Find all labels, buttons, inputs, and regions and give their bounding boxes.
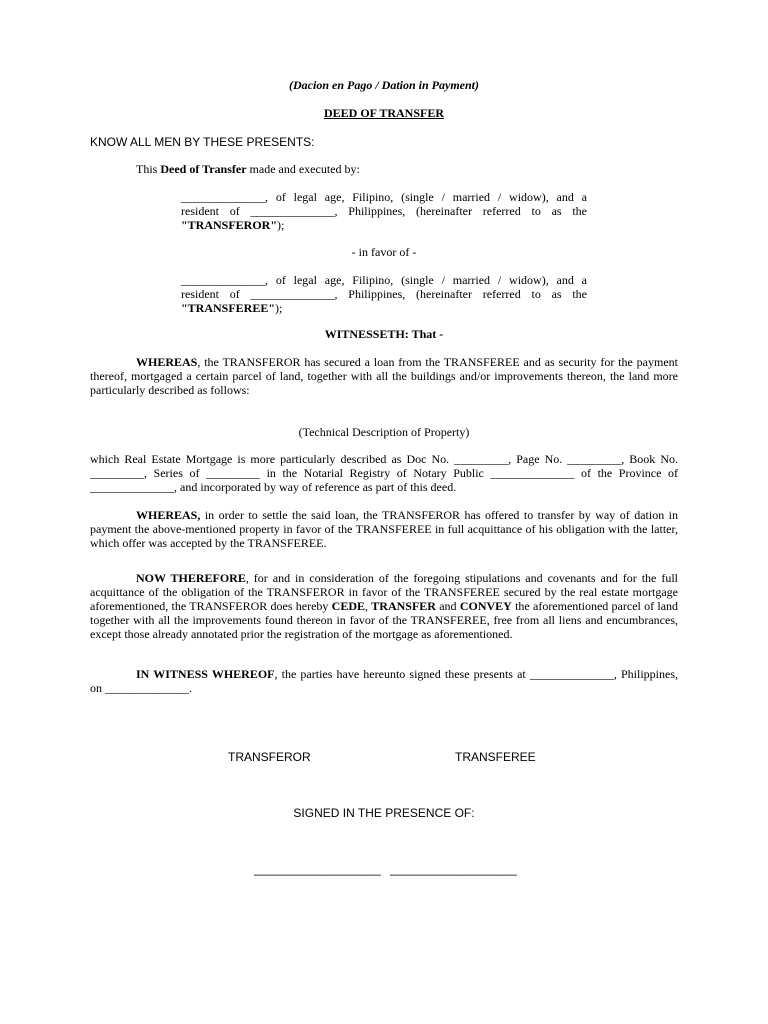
made-by-post: made and executed by: [246, 162, 360, 176]
cede-term: CEDE [331, 599, 366, 613]
now-therefore-paragraph [90, 571, 678, 641]
whereas-term-2: WHEREAS, [136, 508, 201, 522]
transferor-line-3 [181, 218, 587, 232]
mortgage-paragraph: which Real Estate Mortgage is more particularly described as Doc No. _________, Page No. _________, Book No. _________, Series of _________ in the Notarial Registry of Notary Public ______________ of the Province of ______________, and incorporated by way of reference as part of this deed. [90, 452, 678, 494]
whereas-term-1: WHEREAS [136, 355, 198, 369]
transferee-block [181, 273, 587, 315]
deed-of-transfer-term: Deed of Transfer [160, 162, 247, 176]
transferor-line-2: resident of ______________, Philippines, (hereinafter referred to as the [181, 204, 587, 218]
witness-signature-line-left: ___________________ [254, 862, 381, 876]
witness-signature-line-right: ___________________ [390, 862, 517, 876]
document-title: DEED OF TRANSFER [323, 106, 445, 120]
made-by-pre: This [136, 162, 161, 176]
know-all-men-line: KNOW ALL MEN BY THESE PRESENTS: [90, 135, 315, 149]
transferee-line-1: ______________, of legal age, Filipino, (single / married / widow), and a [181, 273, 587, 287]
now-therefore-text-1: , for and in consideration of the foregoing stipulations and covenants and for the full acquittance of the obligation of the TRANSFEROR in favor of the TRANSFEREE secured by the real estate mortgage aforementioned, the TRANSFEROR does hereby [90, 571, 678, 613]
transferor-signature-label: TRANSFEROR [228, 750, 311, 764]
now-therefore-text-4: the aforementioned parcel of land together with all the improvements found thereon in favor of the TRANSFEREE, free from all liens and encumbrances, except those already annotated prior the registration of the mortgage as aforementioned. [90, 599, 679, 641]
transferor-line-3-end: ); [277, 218, 285, 232]
document-subtitle: (Dacion en Pago / Dation in Payment) [289, 78, 479, 92]
whereas-text-1: , the TRANSFEROR has secured a loan from the TRANSFEREE and as security for the payment thereof, mortgaged a certain parcel of land, together with all the buildings and/or improvements thereon, the land more particularly described as follows: [90, 355, 678, 397]
witnesseth-heading: WITNESSETH: That - [324, 327, 444, 341]
now-therefore-text-3: and [435, 599, 460, 613]
now-therefore-text-2: , [365, 599, 372, 613]
convey-term: CONVEY [459, 599, 512, 613]
in-witness-term: IN WITNESS WHEREOF [136, 667, 275, 681]
transferee-line-3-end: ); [275, 301, 283, 315]
transferee-line-3 [181, 301, 587, 315]
transferor-term: "TRANSFEROR" [181, 218, 277, 232]
signed-in-presence-heading: SIGNED IN THE PRESENCE OF: [293, 806, 475, 820]
now-therefore-term: NOW THEREFORE [136, 571, 246, 585]
whereas-paragraph-2 [90, 508, 678, 550]
in-witness-text: , the parties have hereunto signed these presents at ______________, Philippines, on ______________. [90, 667, 678, 695]
in-favor-of-line: - in favor of - [351, 245, 417, 259]
technical-description-placeholder: (Technical Description of Property) [298, 425, 470, 439]
transferee-signature-label: TRANSFEREE [455, 750, 536, 764]
whereas-text-2: in order to settle the said loan, the TRANSFEROR has offered to transfer by way of dation in payment the above-mentioned property in favor of the TRANSFEREE in full acquittance of his obligation with the latter, which offer was accepted by the TRANSFEREE. [90, 508, 678, 550]
transfer-term: TRANSFER [371, 599, 436, 613]
whereas-paragraph-1 [90, 355, 678, 397]
transferor-block [181, 190, 587, 232]
made-by-line [136, 162, 676, 176]
transferee-term: "TRANSFEREE" [181, 301, 276, 315]
in-witness-paragraph [90, 667, 678, 695]
transferor-line-1: ______________, of legal age, Filipino, (single / married / widow), and a [181, 190, 587, 204]
transferee-line-2: resident of ______________, Philippines, (hereinafter referred to as the [181, 287, 587, 301]
